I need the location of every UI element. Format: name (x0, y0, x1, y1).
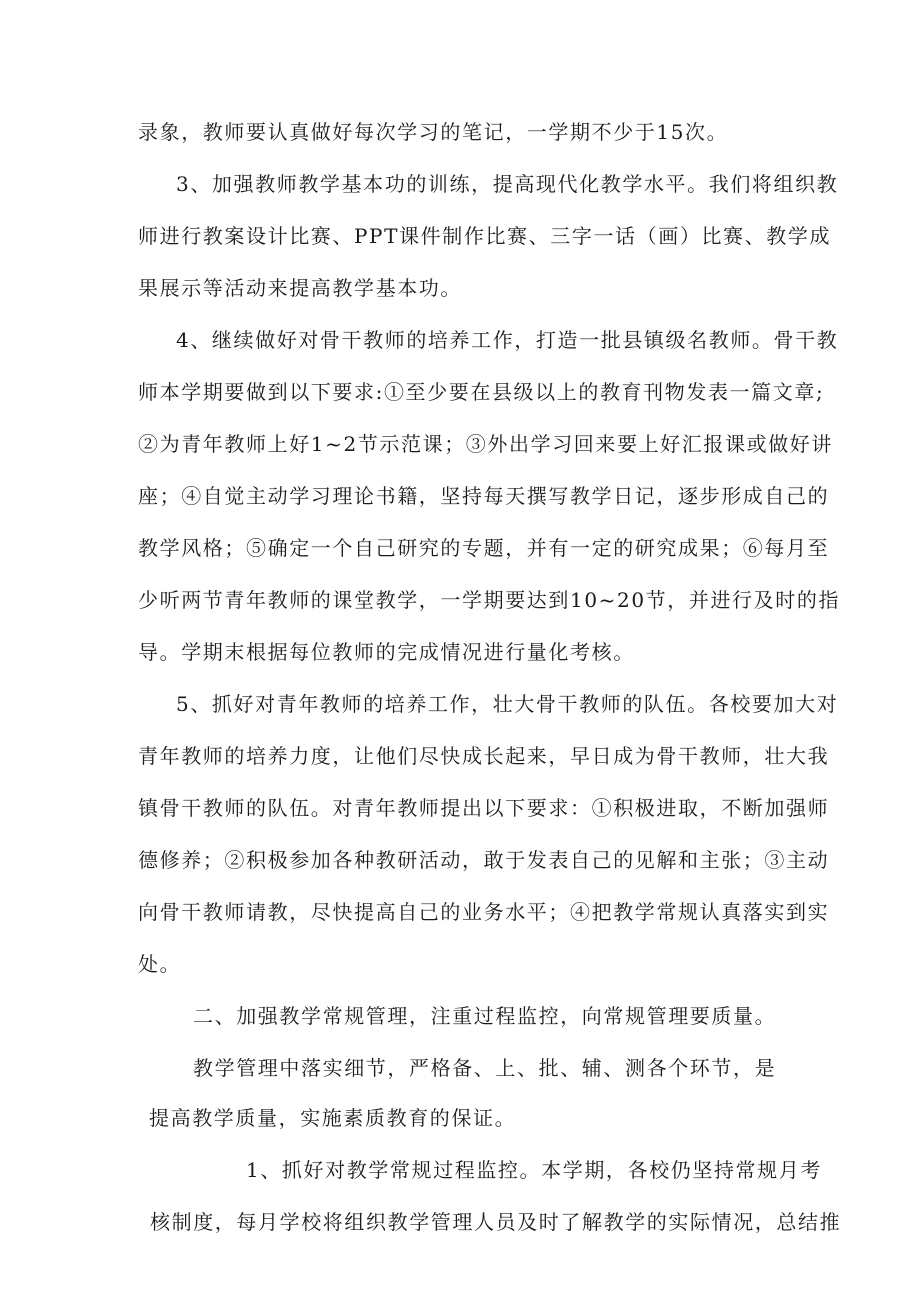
text-line: 导。学期末根据每位教师的完成情况进行量化考核。 (138, 640, 635, 664)
text-line: 青年教师的培养力度，让他们尽快成长起来，早日成为骨干教师，壮大我 (138, 744, 830, 768)
text-line: 录象，教师要认真做好每次学习的笔记，一学期不少于15次。 (138, 120, 729, 144)
paragraph-line: 教学管理中落实细节，严格备、上、批、辅、测各个环节，是 (193, 1056, 777, 1080)
text-line: 核制度，每月学校将组织教学管理人员及时了解教学的实际情况，总结推 (150, 1210, 842, 1234)
text-line: 少听两节青年教师的课堂教学，一学期要达到10~20节，并进行及时的指 (138, 588, 841, 612)
text-line: 座；④自觉主动学习理论书籍，坚持每天撰写教学日记，逐步形成自己的 (138, 484, 830, 508)
section-heading: 二、加强教学常规管理，注重过程监控，向常规管理要质量。 (193, 1004, 777, 1028)
text-line: 处。 (138, 952, 182, 976)
text-line: ②为青年教师上好1~2节示范课；③外出学习回来要上好汇报课或做好讲 (138, 432, 834, 456)
text-line: 师进行教案设计比赛、PPT课件制作比赛、三字一话（画）比赛、教学成 (138, 224, 832, 248)
text-line: 向骨干教师请教，尽快提高自己的业务水平；④把教学常规认真落实到实 (138, 900, 830, 924)
paragraph-3-line: 3、加强教师教学基本功的训练，提高现代化教学水平。我们将组织教 (176, 172, 839, 196)
paragraph-1-line: 1、抓好对教学常规过程监控。本学期，各校仍坚持常规月考 (246, 1158, 822, 1182)
text-line: 提高教学质量，实施素质教育的保证。 (149, 1106, 517, 1130)
paragraph-5-line: 5、抓好对青年教师的培养工作，壮大骨干教师的队伍。各校要加大对 (176, 692, 839, 716)
text-line: 德修养；②积极参加各种教研活动，敢于发表自己的见解和主张；③主动 (138, 848, 830, 872)
text-line: 镇骨干教师的队伍。对青年教师提出以下要求：①积极进取，不断加强师 (138, 796, 830, 820)
paragraph-4-line: 4、继续做好对骨干教师的培养工作，打造一批县镇级名教师。骨干教 (176, 328, 839, 352)
text-line: 师本学期要做到以下要求:①至少要在县级以上的教育刊物发表一篇文章; (138, 380, 825, 404)
text-line: 果展示等活动来提高教学基本功。 (138, 276, 462, 300)
text-line: 教学风格；⑤确定一个自己研究的专题，并有一定的研究成果；⑥每月至 (138, 536, 830, 560)
